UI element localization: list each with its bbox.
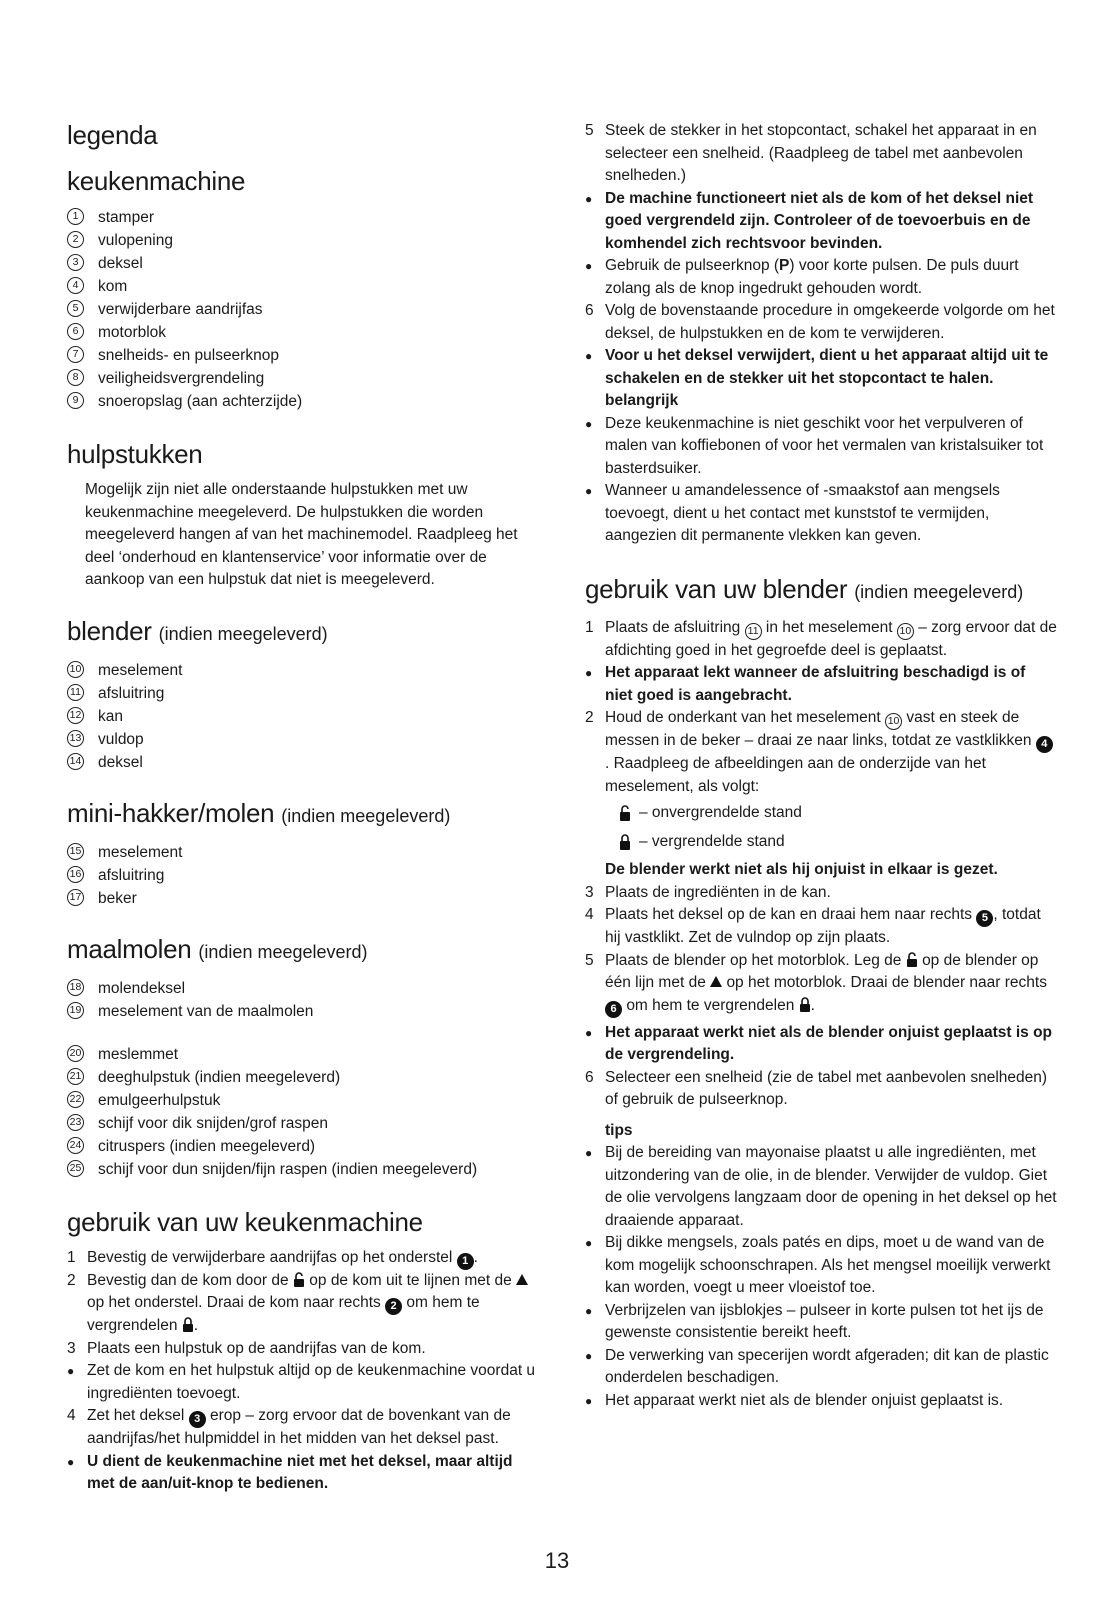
mini-title-sub: (indien meegeleverd) <box>281 805 451 826</box>
ref-2-filled: 2 <box>385 1298 402 1315</box>
item-number: 8 <box>67 369 84 386</box>
item-number: 12 <box>67 707 84 724</box>
bullet-amandel: ● Wanneer u amandelessence of -smaakstof aan mengsels toevoegt, dient u het contact met kunststof te vermijden, aangezien dit permanente vlekken kan geven. <box>585 482 1000 544</box>
maal-title-sub: (indien meegeleverd) <box>198 941 368 962</box>
bullet-1: ● Zet de kom en het hulpstuk altijd op de keukenmachine voordat u ingrediënten toevoegt. <box>67 1362 536 1402</box>
list-item <box>67 1089 537 1112</box>
gebruik-keukenmachine-title: gebruik van uw keukenmachine <box>67 1206 423 1237</box>
list-item <box>67 344 537 367</box>
blender-warning-assembly: De blender werkt niet als hij onjuist in elkaar is gezet. <box>605 861 998 878</box>
blender-step-5: 5 Plaats de blender op het motorblok. Leg de op de blender op één lijn met de op het motorblok. Draai de blender naar rechts 6 om hem te vergrendelen . <box>585 950 1057 1018</box>
legenda-title: legenda <box>67 120 158 150</box>
item-label: beker <box>98 889 137 907</box>
ref-1-filled: 1 <box>457 1253 474 1270</box>
item-number: 13 <box>67 730 84 747</box>
section-legenda <box>67 120 537 413</box>
tip-4: ● De verwerking van specerijen wordt afgeraden; dit kan de plastic onderdelen beschadigen. <box>585 1346 1049 1386</box>
blender-title <box>67 616 537 649</box>
item-number: 4 <box>67 277 84 294</box>
blender-step-2: 2 Houd de onderkant van het meselement 10 vast en steek de messen in de beker – draai ze naar links, totdat ze vastklikken 4. Raadpleeg de afbeeldingen aan de onderzijde van het meselement, als volgt: <box>585 707 1057 798</box>
ref-10b: 10 <box>885 713 902 730</box>
item-label: meslemmet <box>98 1045 179 1063</box>
item-label: schijf voor dik snijden/grof raspen <box>98 1114 329 1132</box>
item-label: citruspers (indien meegeleverd) <box>98 1137 316 1155</box>
list-item <box>67 206 537 229</box>
lock-icon <box>182 1317 194 1332</box>
item-number: 9 <box>67 392 84 409</box>
item-label: vuldop <box>98 730 144 748</box>
list-item <box>67 751 537 774</box>
item-number: 1 <box>67 208 84 225</box>
item-label: kom <box>98 278 128 295</box>
item-label: meselement van de maalmolen <box>98 1002 314 1020</box>
blender-title-sub: (indien meegeleverd) <box>158 623 328 644</box>
list-item <box>67 705 537 728</box>
unlock-icon <box>293 1272 305 1287</box>
blender-title-main: blender <box>67 615 152 646</box>
item-label: molendeksel <box>98 979 186 997</box>
list-item <box>67 864 537 887</box>
right-column <box>585 120 1057 1412</box>
tip-2: ● Bij dikke mengsels, zoals patés en dips, moet u de wand van de kom mogelijk schoonschrapen. Als het mengsel moeilijk verwerkt kan worden, voegt u meer vloeistof toe. <box>585 1234 1051 1296</box>
item-label: vulopening <box>98 232 173 249</box>
lock-icon <box>799 997 811 1012</box>
step-3: 3 Plaats een hulpstuk op de aandrijfas van de kom. <box>67 1339 426 1357</box>
bullet-koffie: ● Deze keukenmachine is niet geschikt voor het verpulveren of malen van koffiebonen of voor het vermalen van kristalsuiker tot basterdsuiker. <box>585 414 1044 477</box>
item-number: 17 <box>67 889 84 906</box>
mini-hakker-parts-list <box>67 841 537 910</box>
unlock-icon <box>906 952 918 967</box>
list-item <box>67 1135 537 1158</box>
item-label: emulgeerhulpstuk <box>98 1091 221 1109</box>
ref-5-filled: 5 <box>976 910 993 927</box>
item-number: 15 <box>67 843 84 860</box>
list-item <box>67 977 537 1000</box>
gebruik-blender-title: gebruik van uw blender (indien meegeleverd) <box>585 573 1024 604</box>
unlock-row: – onvergrendelde stand <box>619 802 1057 825</box>
other-parts-list <box>67 1043 537 1181</box>
ref-10: 10 <box>897 623 914 640</box>
tip-1: ● Bij de bereiding van mayonaise plaatst u alle ingrediënten, met uitzondering van de olie, in de blender. Verwijder de vuldop. Giet de olie vervolgens langzaam door de opening in het deksel op het draaiende apparaat. <box>585 1144 1057 1229</box>
item-label: meselement <box>98 843 183 861</box>
step-4: 4 Zet het deksel 3 erop – zorg ervoor dat de bovenkant van de aandrijfas/het hulpmiddel in het midden van het deksel past. <box>67 1407 511 1447</box>
item-label: deeghulpstuk (indien meegeleverd) <box>98 1068 341 1086</box>
item-label: veiligheidsvergrendeling <box>98 370 265 387</box>
blender-step-1: 1 Plaats de afsluitring 11 in het meselement 10 – zorg ervoor dat de afdichting goed in het gegroefde deel is geplaatst. <box>585 618 1057 659</box>
blender-warning-2: ● Het apparaat werkt niet als de blender onjuist geplaatst is op de vergrendeling. <box>585 1023 1053 1063</box>
tip-3: ● Verbrijzelen van ijsblokjes – pulseer in korte pulsen tot het ijs de gewenste consistentie bereikt heeft. <box>585 1301 1044 1341</box>
item-number: 25 <box>67 1160 84 1177</box>
tip-5: ● Het apparaat werkt niet als de blender onjuist geplaatst is. <box>585 1391 1004 1409</box>
gebruik-steps <box>67 1247 537 1496</box>
maal-title-main: maalmolen <box>67 933 192 964</box>
item-number: 6 <box>67 323 84 340</box>
item-number: 19 <box>67 1002 84 1019</box>
warning-bullet-2: ● Voor u het deksel verwijdert, dient u het apparaat altijd uit te schakelen en de stekker uit het stopcontact te halen. <box>585 347 1049 387</box>
blender-steps <box>585 617 1057 799</box>
item-label: meselement <box>98 661 183 679</box>
list-item <box>67 1112 537 1135</box>
item-number: 10 <box>67 661 84 678</box>
list-item <box>67 841 537 864</box>
item-label: kan <box>98 707 123 725</box>
step-2: 2 Bevestig dan de kom door de op de kom uit te lijnen met de op het onderstel. Draai de kom naar rechts 2 om hem te vergrendelen . <box>67 1270 537 1338</box>
section-hulpstukken <box>67 439 537 592</box>
page-number: 13 <box>544 1548 570 1573</box>
list-item <box>67 275 537 298</box>
triangle-icon <box>710 974 722 989</box>
blender-parts-list <box>67 659 537 774</box>
triangle-icon <box>516 1272 528 1287</box>
list-item <box>67 728 537 751</box>
blender-steps-continued <box>585 859 1057 1412</box>
bullet-pulse: ● Gebruik de pulseerknop (P) voor korte pulsen. De puls duurt zolang als de knop ingedrukt gehouden wordt. <box>585 257 1019 297</box>
lock-row: – vergrendelde stand <box>619 831 1057 854</box>
mini-title-main: mini-hakker/molen <box>67 797 275 828</box>
item-number: 3 <box>67 254 84 271</box>
blender-step-6: 6 Selecteer een snelheid (zie de tabel met aanbevolen snelheden) of gebruik de pulseerknop. <box>585 1068 1048 1108</box>
keukenmachine-title: keukenmachine <box>67 166 246 196</box>
item-number: 14 <box>67 753 84 770</box>
list-item <box>67 1043 537 1066</box>
item-number: 22 <box>67 1091 84 1108</box>
item-label: afsluitring <box>98 684 165 702</box>
left-column <box>67 120 537 1514</box>
blender-step-4: 4 Plaats het deksel op de kan en draai hem naar rechts 5 , totdat hij vastklikt. Zet de vulndop op zijn plaats. <box>585 906 1041 946</box>
list-item <box>67 298 537 321</box>
item-number: 18 <box>67 979 84 996</box>
item-label: deksel <box>98 753 143 771</box>
ref-4-filled: 4 <box>1036 736 1053 753</box>
list-item <box>67 321 537 344</box>
item-number: 20 <box>67 1045 84 1062</box>
item-number: 21 <box>67 1068 84 1085</box>
list-item <box>67 1000 537 1023</box>
list-item <box>67 1158 537 1181</box>
list-item <box>67 390 537 413</box>
list-item <box>67 1066 537 1089</box>
item-number: 5 <box>67 300 84 317</box>
item-label: afsluitring <box>98 866 165 884</box>
list-item <box>67 367 537 390</box>
item-label: stamper <box>98 209 154 226</box>
lock-icon <box>619 834 631 850</box>
item-number: 11 <box>67 684 84 701</box>
mini-hakker-title <box>67 798 537 831</box>
item-number: 16 <box>67 866 84 883</box>
ref-11: 11 <box>745 623 762 640</box>
item-label: motorblok <box>98 324 167 341</box>
keukenmachine-parts-list <box>67 206 537 413</box>
hulpstukken-text: Mogelijk zijn niet alle onderstaande hulpstukken met uw keukenmachine meegeleverd. De hulpstukken die worden meegeleverd hangen af van het machinemodel. Raadpleeg het deel ‘onderhoud en klantenservice’ voor informatie over de aankoop van een hulpstuk dat niet is meegeleverd. <box>85 481 518 588</box>
step-5: 5 Steek de stekker in het stopcontact, schakel het apparaat in en selecteer een snelheid. (Raadpleeg de tabel met aanbevolen snelheden.) <box>585 122 1037 184</box>
item-label: schijf voor dun snijden/fijn raspen (indien meegeleverd) <box>98 1160 478 1178</box>
bullet-2: ● U dient de keukenmachine niet met het deksel, maar altijd met de aan/uit-knop te bedienen. <box>67 1452 513 1492</box>
blender-warning-1: ● Het apparaat lekt wanneer de afsluitring beschadigd is of niet goed is aangebracht. <box>585 664 1026 704</box>
list-item <box>67 229 537 252</box>
list-item <box>67 252 537 275</box>
belangrijk-label: belangrijk <box>605 392 679 409</box>
list-item <box>67 682 537 705</box>
warning-bullet-1: ● De machine functioneert niet als de kom of het deksel niet goed vergrendeld zijn. Controleer of de toevoerbuis en de komhendel zich rechtsvoor bevinden. <box>585 189 1034 252</box>
section-gebruik-keukenmachine <box>67 1207 537 1496</box>
item-label: verwijderbare aandrijfas <box>98 301 263 318</box>
item-number: 2 <box>67 231 84 248</box>
tips-label: tips <box>605 1121 633 1139</box>
ref-6-filled: 6 <box>605 1001 622 1018</box>
item-label: deksel <box>98 255 143 272</box>
section-mini-hakker <box>67 798 537 910</box>
section-blender-parts <box>67 616 537 774</box>
maalmolen-title <box>67 934 537 967</box>
gebruik-steps-continued <box>585 120 1057 548</box>
unlock-icon <box>619 805 631 821</box>
maalmolen-parts-list <box>67 977 537 1023</box>
item-label: snoeropslag (aan achterzijde) <box>98 393 303 410</box>
section-maalmolen <box>67 934 537 1181</box>
item-number: 7 <box>67 346 84 363</box>
item-number: 23 <box>67 1114 84 1131</box>
step-1: 1 Bevestig de verwijderbare aandrijfas op het onderstel 1 . <box>67 1247 537 1270</box>
list-item <box>67 659 537 682</box>
list-item <box>67 887 537 910</box>
blender-step-3: 3 Plaats de ingrediënten in de kan. <box>585 883 831 901</box>
ref-3-filled: 3 <box>189 1411 206 1428</box>
hulpstukken-title: hulpstukken <box>67 439 203 469</box>
step-6: 6 Volg de bovenstaande procedure in omgekeerde volgorde om het deksel, de hulpstukken en de kom te verwijderen. <box>585 302 1055 342</box>
item-number: 24 <box>67 1137 84 1154</box>
item-label: snelheids- en pulseerknop <box>98 347 279 364</box>
